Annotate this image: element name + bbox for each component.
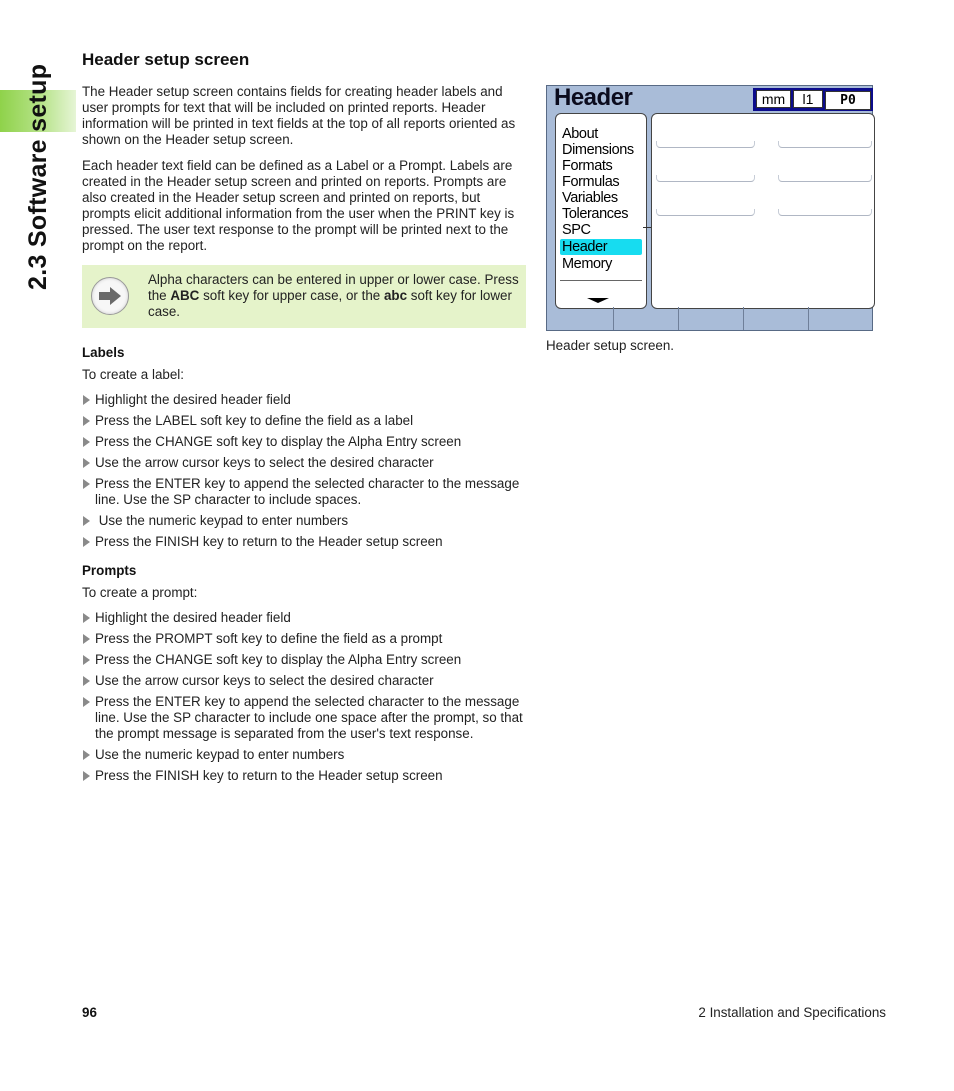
list-item: Press the ENTER key to append the selected character to the message line. Use the SP character to include spaces. — [82, 476, 526, 508]
status-bar — [753, 88, 873, 111]
header-field[interactable] — [656, 175, 755, 182]
menu-item-variables[interactable]: Variables — [562, 190, 618, 206]
menu-item-formats[interactable]: Formats — [562, 158, 613, 174]
list-item: Highlight the desired header field — [82, 392, 526, 408]
note-box — [82, 265, 526, 328]
softkey-4[interactable] — [743, 307, 809, 330]
labels-heading: Labels — [82, 345, 125, 360]
menu-item-about[interactable]: About — [562, 126, 598, 142]
list-item: Press the FINISH key to return to the Header setup screen — [82, 768, 526, 784]
header-field[interactable] — [778, 141, 872, 148]
list-item: Use the numeric keypad to enter numbers — [82, 747, 526, 763]
prompts-heading: Prompts — [82, 563, 137, 578]
menu-item-header[interactable]: Header — [560, 239, 642, 255]
menu-item-spc[interactable]: SPC — [562, 222, 591, 238]
unit-indicator: mm — [756, 90, 791, 108]
menu-item-tolerances[interactable]: Tolerances — [562, 206, 629, 222]
softkey-5[interactable] — [808, 307, 873, 330]
setup-menu — [555, 113, 647, 309]
list-item: Highlight the desired header field — [82, 610, 526, 626]
softkey-3[interactable] — [678, 307, 744, 330]
list-item: Press the FINISH key to return to the Header setup screen — [82, 534, 526, 550]
header-setup-screen — [546, 85, 873, 331]
section-title-vertical: 2.3 Software setup — [24, 63, 52, 290]
page-heading: Header setup screen — [82, 50, 250, 69]
p0-indicator: P0 — [825, 91, 871, 110]
menu-item-memory[interactable]: Memory — [562, 256, 612, 272]
chapter-title: 2 Installation and Specifications — [698, 1005, 886, 1020]
header-fields-panel — [651, 113, 875, 309]
list-item: Press the CHANGE soft key to display the Alpha Entry screen — [82, 652, 526, 668]
softkey-bar — [547, 307, 872, 330]
prompts-steps — [82, 610, 526, 789]
intro-paragraph-1: The Header setup screen contains fields for creating header labels and user prompts for text that will be included on printed reports. Header information will be printed in text fields at the top of all reports oriented as shown on the Header setup screen. — [82, 84, 516, 147]
softkey-2[interactable] — [613, 307, 679, 330]
list-item: Press the CHANGE soft key to display the Alpha Entry screen — [82, 434, 526, 450]
intro-paragraph-2: Each header text field can be defined as a Label or a Prompt. Labels are created in the Header setup screen and printed on reports. Prompts are also created in the Header setup screen and printed on reports, but prompts elicit additional information from the user when the PRINT key is pressed. The user text response to the prompt will be printed next to the prompt on the report. — [82, 158, 515, 253]
menu-item-formulas[interactable]: Formulas — [562, 174, 620, 190]
list-item: Use the numeric keypad to enter numbers — [82, 513, 526, 529]
labels-steps — [82, 392, 526, 555]
list-item: Use the arrow cursor keys to select the desired character — [82, 455, 526, 471]
l1-indicator: l1 — [793, 90, 823, 108]
screen-title: Header — [554, 84, 633, 111]
abc-upper: ABC — [170, 288, 200, 303]
list-item: Press the LABEL soft key to define the field as a label — [82, 413, 526, 429]
header-field[interactable] — [656, 141, 755, 148]
list-item: Press the PROMPT soft key to define the field as a prompt — [82, 631, 526, 647]
prompts-intro: To create a prompt: — [82, 585, 198, 600]
list-item: Use the arrow cursor keys to select the desired character — [82, 673, 526, 689]
arrow-right-icon — [91, 277, 129, 315]
header-field[interactable] — [656, 209, 755, 216]
header-field[interactable] — [778, 209, 872, 216]
header-field[interactable] — [778, 175, 872, 182]
list-item: Press the ENTER key to append the selected character to the message line. Use the SP character to include one space after the prompt, so that the prompt message is separated from the user's text response. — [82, 694, 526, 742]
abc-lower: abc — [383, 288, 408, 303]
labels-intro: To create a label: — [82, 367, 184, 382]
page-number: 96 — [82, 1005, 97, 1020]
note-text: Alpha characters can be entered in upper or lower case. Press the ABC soft key for upper case, or the abc soft key for lower case. — [148, 272, 519, 319]
scroll-down-icon[interactable] — [587, 298, 609, 303]
figure-caption: Header setup screen. — [546, 338, 675, 353]
menu-item-dimensions[interactable]: Dimensions — [562, 142, 634, 158]
menu-divider — [560, 280, 642, 281]
